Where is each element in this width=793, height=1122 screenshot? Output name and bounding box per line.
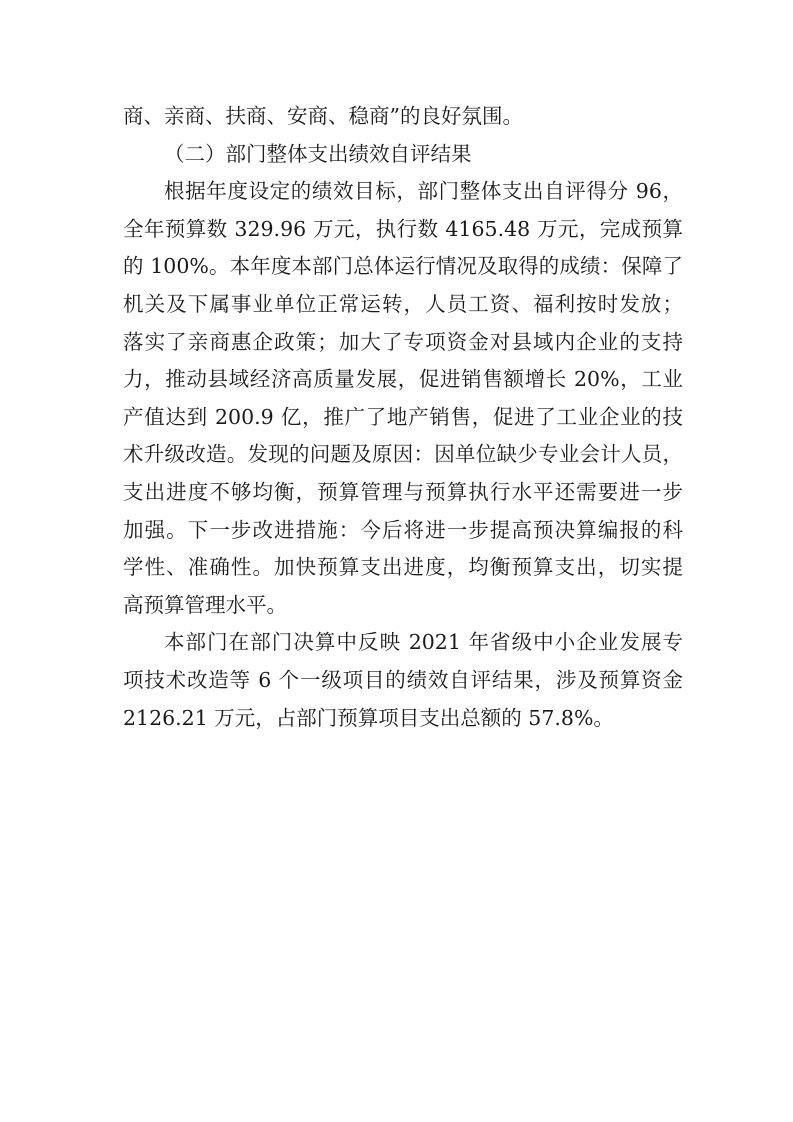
paragraph-line: 加强。下一步改进措施：今后将进一步提高预决算编报的科 [123,517,683,542]
section-heading: （二）部门整体支出绩效自评结果 [164,141,472,166]
paragraph-line: 落实了亲商惠企政策；加大了专项资金对县域内企业的支持 [123,329,683,354]
paragraph-line: 学性、准确性。加快预算支出进度，均衡预算支出，切实提 [123,555,683,580]
paragraph-line: 的 100%。本年度本部门总体运行情况及取得的成绩：保障了 [123,254,683,279]
document-body [123,98,683,737]
paragraph-line: 术升级改造。发现的问题及原因：因单位缺少专业会计人员， [123,442,683,467]
paragraph-line: 项技术改造等 6 个一级项目的绩效自评结果，涉及预算资金 [123,667,683,692]
paragraph-performance-results [123,173,683,624]
paragraph-line: 机关及下属事业单位正常运转，人员工资、福利按时发放； [123,291,683,316]
paragraph-line: 全年预算数 329.96 万元，执行数 4165.48 万元，完成预算 [123,216,683,241]
paragraph-project-results [123,624,683,737]
paragraph-line: 根据年度设定的绩效目标，部门整体支出自评得分 96， [164,179,683,204]
paragraph-line: 2126.21 万元，占部门预算项目支出总额的 57.8%。 [123,705,614,730]
paragraph-line: 本部门在部门决算中反映 2021 年省级中小企业发展专 [164,630,683,655]
paragraph-line: 高预算管理水平。 [123,592,287,617]
paragraph-line: 产值达到 200.9 亿，推广了地产销售，促进了工业企业的技 [123,404,683,429]
paragraph-line: 力，推动县域经济高质量发展，促进销售额增长 20%，工业 [123,367,683,392]
paragraph-line: 支出进度不够均衡，预算管理与预算执行水平还需要进一步 [123,479,683,504]
continuation-line: 商、亲商、扶商、安商、稳商”的良好氛围。 [123,104,523,128]
